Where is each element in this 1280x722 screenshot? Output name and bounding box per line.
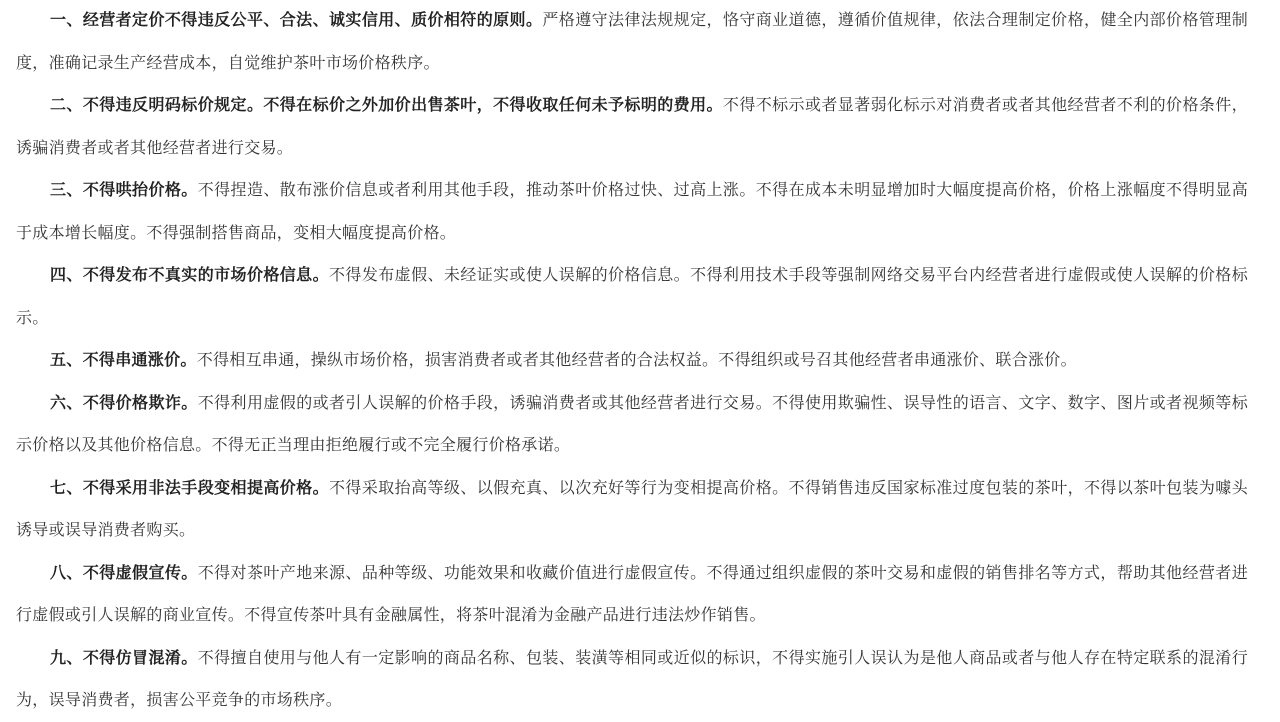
paragraph-3: [16, 169, 1248, 254]
paragraph-6-lead: 六、不得价格欺诈。: [50, 392, 198, 412]
paragraph-6: [16, 382, 1248, 467]
paragraph-7: [16, 467, 1248, 552]
paragraph-5-lead: 五、不得串通涨价。: [50, 350, 197, 369]
paragraph-3-lead: 三、不得哄抬价格。: [50, 180, 198, 199]
paragraph-5: [16, 339, 1248, 382]
paragraph-8-body: 不得对茶叶产地来源、品种等级、功能效果和收藏价值进行虚假宣传。不得通过组织虚假的茶叶交易和虚假的销售排名等方式，帮助其他经营者进行虚假或引人误解的商业宣传。不得宣传茶叶具有金融属性，将茶叶混淆为金融产品进行违法炒作销售。: [16, 562, 1249, 624]
paragraph-1: [16, 0, 1248, 84]
paragraph-9: [16, 637, 1248, 722]
paragraph-2-body: 不得不标示或者显著弱化标示对消费者或者其他经营者不利的价格条件，诱骗消费者或者其他经营者进行交易。: [16, 95, 1248, 157]
paragraph-9-lead: 九、不得仿冒混淆。: [50, 647, 198, 667]
paragraph-1-body: 严格遵守法律法规规定，恪守商业道德，遵循价值规律，依法合理制定价格，健全内部价格管理制度，准确记录生产经营成本，自觉维护茶叶市场价格秩序。: [16, 10, 1248, 72]
paragraph-1-lead: 一、经营者定价不得违反公平、合法、诚实信用、质价相符的原则。: [50, 10, 543, 29]
paragraph-5-body: 不得相互串通，操纵市场价格，损害消费者或者其他经营者的合法权益。不得组织或号召其他经营者串通涨价、联合涨价。: [196, 350, 1077, 369]
paragraph-4: [16, 254, 1248, 339]
paragraph-9-body: 不得擅自使用与他人有一定影响的商品名称、包装、装潢等相同或近似的标识，不得实施引人误认为是他人商品或者与他人存在特定联系的混淆行为，误导消费者，损害公平竞争的市场秩序。: [16, 647, 1249, 709]
paragraph-4-body: 不得发布虚假、未经证实或使人误解的价格信息。不得利用技术手段等强制网络交易平台内经营者进行虚假或使人误解的价格标示。: [16, 265, 1248, 327]
paragraph-2-lead: 二、不得违反明码标价规定。不得在标价之外加价出售茶叶，不得收取任何未予标明的费用。: [50, 95, 723, 114]
document-body: [16, 0, 1248, 722]
paragraph-2: [16, 84, 1248, 169]
paragraph-8-lead: 八、不得虚假宣传。: [50, 562, 198, 582]
paragraph-8: [16, 552, 1248, 637]
paragraph-7-lead: 七、不得采用非法手段变相提高价格。: [50, 477, 330, 497]
paragraph-4-lead: 四、不得发布不真实的市场价格信息。: [50, 265, 330, 284]
paragraph-3-body: 不得捏造、散布涨价信息或者利用其他手段，推动茶叶价格过快、过高上涨。不得在成本未明显增加时大幅度提高价格，价格上涨幅度不得明显高于成本增长幅度。不得强制搭售商品，变相大幅度提高价格。: [16, 180, 1249, 242]
paragraph-7-body: 不得采取抬高等级、以假充真、以次充好等行为变相提高价格。不得销售违反国家标准过度包装的茶叶，不得以茶叶包装为噱头诱导或误导消费者购买。: [16, 477, 1248, 539]
paragraph-6-body: 不得利用虚假的或者引人误解的价格手段，诱骗消费者或其他经营者进行交易。不得使用欺骗性、误导性的语言、文字、数字、图片或者视频等标示价格以及其他价格信息。不得无正当理由拒绝履行或不完全履行价格承诺。: [16, 392, 1249, 454]
